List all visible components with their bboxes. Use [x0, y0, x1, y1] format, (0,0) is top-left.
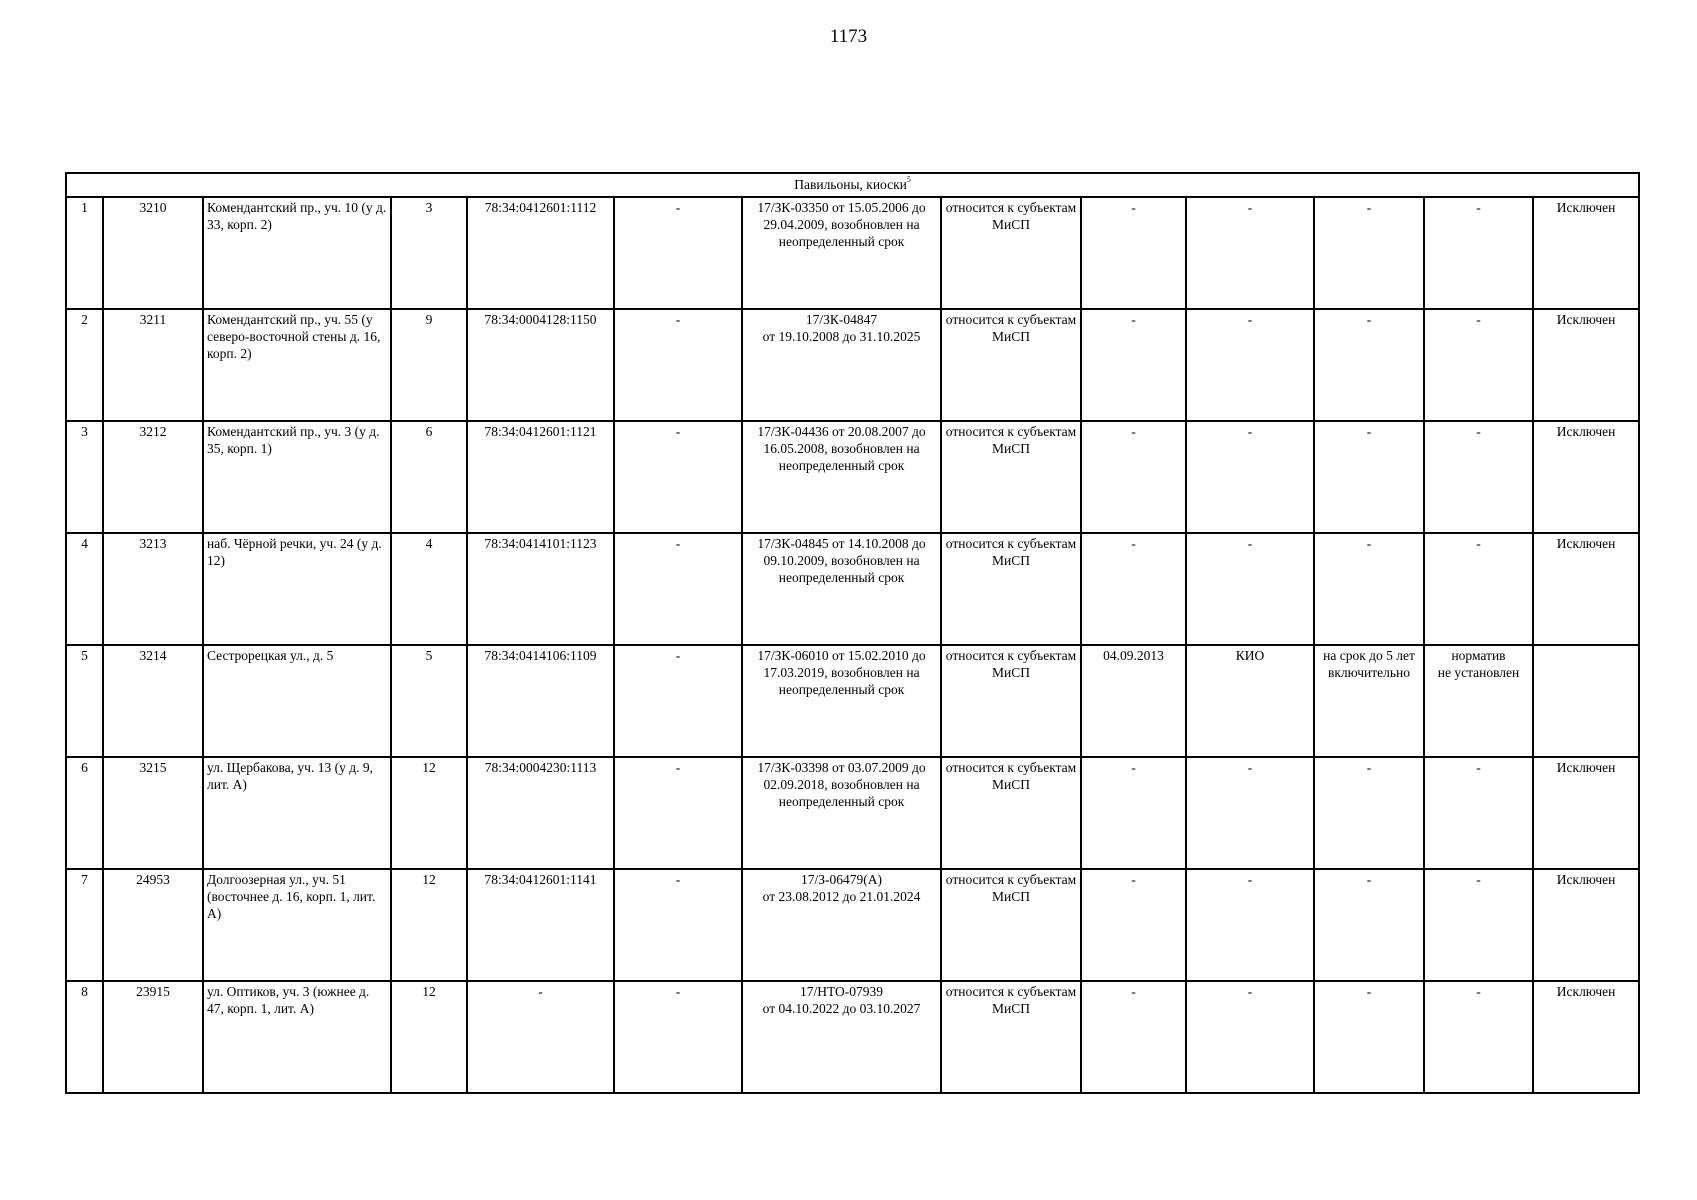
column-6-cell: - — [614, 533, 742, 645]
norm-cell: - — [1424, 981, 1533, 1093]
section-title-cell — [66, 173, 1639, 197]
footnote-marker: 5 — [906, 175, 911, 184]
norm-cell: - — [1424, 869, 1533, 981]
cadastral-number-cell: 78:34:0004230:1113 — [467, 757, 614, 869]
category-cell: относится к субъектам МиСП — [941, 757, 1081, 869]
norm-cell: - — [1424, 533, 1533, 645]
table-row — [66, 197, 1639, 309]
page-number: 1173 — [829, 26, 868, 47]
table-row — [66, 421, 1639, 533]
category-cell: относится к субъектам МиСП — [941, 645, 1081, 757]
status-cell: Исключен — [1533, 421, 1639, 533]
contract-cell: 17/НТО-07939 от 04.10.2022 до 03.10.2027 — [742, 981, 941, 1093]
cadastral-number-cell: 78:34:0414106:1109 — [467, 645, 614, 757]
decision-date-cell: - — [1081, 309, 1186, 421]
table-row — [66, 309, 1639, 421]
organization-cell: - — [1186, 197, 1314, 309]
cadastral-number-cell: 78:34:0412601:1112 — [467, 197, 614, 309]
decision-date-cell: - — [1081, 981, 1186, 1093]
section-title: Павильоны, киоски — [794, 177, 907, 192]
area-cell: 6 — [391, 421, 467, 533]
status-cell: Исключен — [1533, 757, 1639, 869]
column-6-cell: - — [614, 981, 742, 1093]
contract-cell: 17/ЗК-04436 от 20.08.2007 до 16.05.2008, возобновлен на неопределенный срок — [742, 421, 941, 533]
address-cell: Комендантский пр., уч. 10 (у д. 33, корп. 2) — [203, 197, 391, 309]
area-cell: 9 — [391, 309, 467, 421]
column-6-cell: - — [614, 197, 742, 309]
address-cell: наб. Чёрной речки, уч. 24 (у д. 12) — [203, 533, 391, 645]
organization-cell: КИО — [1186, 645, 1314, 757]
table-row — [66, 757, 1639, 869]
object-id-cell: 3211 — [103, 309, 203, 421]
norm-cell: - — [1424, 421, 1533, 533]
column-6-cell: - — [614, 309, 742, 421]
category-cell: относится к субъектам МиСП — [941, 533, 1081, 645]
status-cell: Исключен — [1533, 869, 1639, 981]
area-cell: 5 — [391, 645, 467, 757]
category-cell: относится к субъектам МиСП — [941, 869, 1081, 981]
address-cell: ул. Оптиков, уч. 3 (южнее д. 47, корп. 1, лит. А) — [203, 981, 391, 1093]
term-cell: - — [1314, 757, 1424, 869]
status-cell: Исключен — [1533, 197, 1639, 309]
row-number-cell: 2 — [66, 309, 103, 421]
decision-date-cell: - — [1081, 197, 1186, 309]
decision-date-cell: - — [1081, 533, 1186, 645]
term-cell: на срок до 5 лет включительно — [1314, 645, 1424, 757]
object-id-cell: 23915 — [103, 981, 203, 1093]
area-cell: 3 — [391, 197, 467, 309]
norm-cell: - — [1424, 309, 1533, 421]
contract-cell: 17/ЗК-04847 от 19.10.2008 до 31.10.2025 — [742, 309, 941, 421]
term-cell: - — [1314, 309, 1424, 421]
term-cell: - — [1314, 197, 1424, 309]
decision-date-cell: 04.09.2013 — [1081, 645, 1186, 757]
address-cell: Долгоозерная ул., уч. 51 (восточнее д. 16, корп. 1, лит. А) — [203, 869, 391, 981]
status-cell: Исключен — [1533, 309, 1639, 421]
row-number-cell: 6 — [66, 757, 103, 869]
contract-cell: 17/ЗК-03350 от 15.05.2006 до 29.04.2009, возобновлен на неопределенный срок — [742, 197, 941, 309]
cadastral-number-cell: - — [467, 981, 614, 1093]
row-number-cell: 4 — [66, 533, 103, 645]
organization-cell: - — [1186, 533, 1314, 645]
row-number-cell: 8 — [66, 981, 103, 1093]
area-cell: 4 — [391, 533, 467, 645]
decision-date-cell: - — [1081, 421, 1186, 533]
norm-cell: норматив не установлен — [1424, 645, 1533, 757]
table-row — [66, 533, 1639, 645]
row-number-cell: 3 — [66, 421, 103, 533]
decision-date-cell: - — [1081, 757, 1186, 869]
object-id-cell: 3215 — [103, 757, 203, 869]
address-cell: Сестрорецкая ул., д. 5 — [203, 645, 391, 757]
status-cell: Исключен — [1533, 533, 1639, 645]
column-6-cell: - — [614, 757, 742, 869]
organization-cell: - — [1186, 309, 1314, 421]
object-id-cell: 3214 — [103, 645, 203, 757]
registry-table — [65, 172, 1640, 1094]
object-id-cell: 3210 — [103, 197, 203, 309]
address-cell: Комендантский пр., уч. 3 (у д. 35, корп. 1) — [203, 421, 391, 533]
row-number-cell: 5 — [66, 645, 103, 757]
category-cell: относится к субъектам МиСП — [941, 197, 1081, 309]
table-row — [66, 869, 1639, 981]
area-cell: 12 — [391, 869, 467, 981]
cadastral-number-cell: 78:34:0412601:1121 — [467, 421, 614, 533]
object-id-cell: 24953 — [103, 869, 203, 981]
address-cell: Комендантский пр., уч. 55 (у северо-восточной стены д. 16, корп. 2) — [203, 309, 391, 421]
cadastral-number-cell: 78:34:0004128:1150 — [467, 309, 614, 421]
term-cell: - — [1314, 533, 1424, 645]
decision-date-cell: - — [1081, 869, 1186, 981]
table-row — [66, 645, 1639, 757]
cadastral-number-cell: 78:34:0412601:1141 — [467, 869, 614, 981]
area-cell: 12 — [391, 981, 467, 1093]
term-cell: - — [1314, 869, 1424, 981]
contract-cell: 17/ЗК-03398 от 03.07.2009 до 02.09.2018, возобновлен на неопределенный срок — [742, 757, 941, 869]
norm-cell: - — [1424, 197, 1533, 309]
column-6-cell: - — [614, 869, 742, 981]
organization-cell: - — [1186, 421, 1314, 533]
term-cell: - — [1314, 421, 1424, 533]
object-id-cell: 3213 — [103, 533, 203, 645]
organization-cell: - — [1186, 869, 1314, 981]
object-id-cell: 3212 — [103, 421, 203, 533]
category-cell: относится к субъектам МиСП — [941, 309, 1081, 421]
section-header-row — [66, 173, 1639, 197]
cadastral-number-cell: 78:34:0414101:1123 — [467, 533, 614, 645]
organization-cell: - — [1186, 757, 1314, 869]
category-cell: относится к субъектам МиСП — [941, 421, 1081, 533]
contract-cell: 17/ЗК-04845 от 14.10.2008 до 09.10.2009, возобновлен на неопределенный срок — [742, 533, 941, 645]
column-6-cell: - — [614, 645, 742, 757]
term-cell: - — [1314, 981, 1424, 1093]
contract-cell: 17/ЗК-06010 от 15.02.2010 до 17.03.2019, возобновлен на неопределенный срок — [742, 645, 941, 757]
area-cell: 12 — [391, 757, 467, 869]
table-row — [66, 981, 1639, 1093]
category-cell: относится к субъектам МиСП — [941, 981, 1081, 1093]
address-cell: ул. Щербакова, уч. 13 (у д. 9, лит. А) — [203, 757, 391, 869]
status-cell: Исключен — [1533, 981, 1639, 1093]
status-cell — [1533, 645, 1639, 757]
contract-cell: 17/З-06479(А) от 23.08.2012 до 21.01.2024 — [742, 869, 941, 981]
norm-cell: - — [1424, 757, 1533, 869]
row-number-cell: 1 — [66, 197, 103, 309]
column-6-cell: - — [614, 421, 742, 533]
organization-cell: - — [1186, 981, 1314, 1093]
row-number-cell: 7 — [66, 869, 103, 981]
